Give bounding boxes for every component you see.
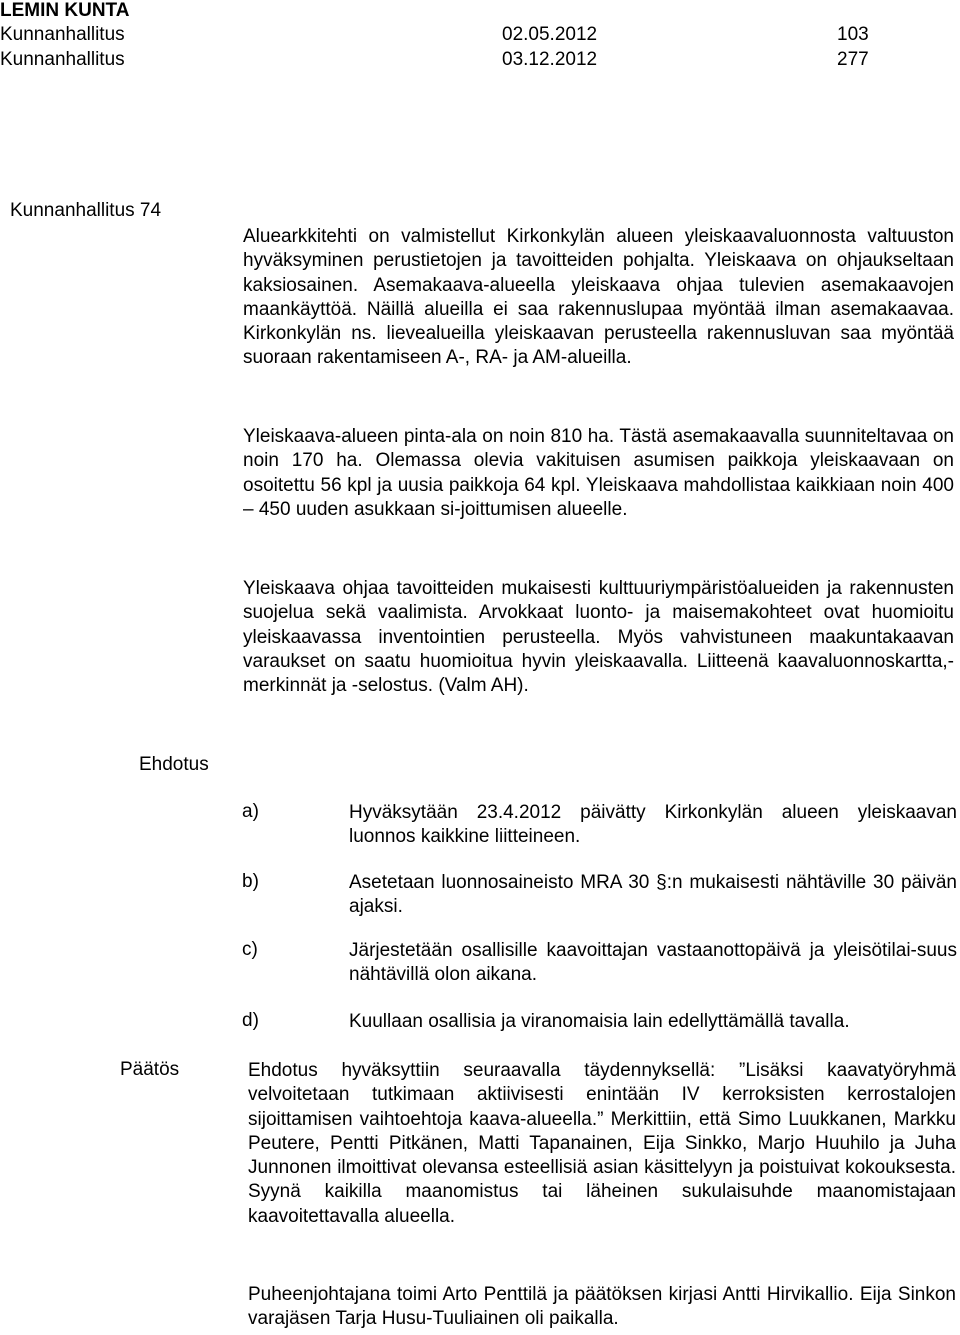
- decision-paragraph-1: Ehdotus hyväksyttiin seuraavalla täydennyksellä: ”Lisäksi kaavatyöryhmä velvoitetaan tutkimaan aktiivisesti enintään IV kerroksisten kerrostalojen sijoittamisen vaihtoehtoja kaava-alueella.” Merkittiin, että Simo Luukkanen, Markku Peutere, Pentti Pitkänen, Matti Tapanainen, Eija Sinkko, Marjo Huuhilo ja Juha Junnonen ilmoittivat olevansa esteellisiä asian käsittelyyn ja poistuivat kokouksesta. Syynä kaikilla maanomistus tai läheinen sukulaisuhde maanomistajaan kaavoitettavalla alueella.: [248, 1060, 956, 1227]
- decision-body: [248, 1059, 956, 1229]
- header-date-2: 03.12.2012: [502, 49, 598, 70]
- section-body: [243, 225, 954, 371]
- decision-label: Päätös: [120, 1059, 180, 1080]
- proposal-label: Ehdotus: [139, 754, 209, 775]
- proposal-item-text: Asetetaan luonnosaineisto MRA 30 §:n mukaisesti nähtäville 30 päivän ajaksi.: [349, 872, 957, 918]
- proposal-item-letter: a): [242, 801, 259, 822]
- header-date-1: 02.05.2012: [502, 24, 598, 45]
- section-paragraph-2: Yleiskaava-alueen pinta-ala on noin 810 ha. Tästä asemakaavalla suunniteltavaa on noin 170 ha. Olemassa olevia vakituisen asumisen paikkoja yleiskaavaan on osoitettu 56 kpl ja uusia paikkoja 64 kpl. Yleiskaava mahdollistaa kaikkiaan noin 400 – 450 uuden asukkaan si-joittumisen alueelle.: [243, 426, 954, 520]
- proposal-item-d: [0, 1010, 960, 1036]
- section-body-2: [243, 425, 954, 522]
- header-page-1: 103: [837, 24, 869, 45]
- proposal-item-text: Kuullaan osallisia ja viranomaisia lain edellyttämällä tavalla.: [349, 1011, 850, 1032]
- section-body-3: [243, 577, 954, 698]
- proposal-item-text: Järjestetään osallisille kaavoittajan vastaanottopäivä ja yleisötilai-suus nähtävillä olon aikana.: [349, 940, 957, 986]
- header-body-2: Kunnanhallitus: [0, 49, 125, 70]
- proposal-item-b: [0, 871, 960, 921]
- decision-body-2: [248, 1283, 956, 1332]
- proposal-item-text: Hyväksytään 23.4.2012 päivätty Kirkonkylän alueen yleiskaavan luonnos kaikkine liitteineen.: [349, 802, 957, 848]
- decision-paragraph-2: Puheenjohtajana toimi Arto Penttilä ja päätöksen kirjasi Antti Hirvikallio. Eija Sinkon varajäsen Tarja Husu-Tuuliainen oli paikalla.: [248, 1284, 956, 1330]
- proposal-item-a: [0, 801, 960, 851]
- proposal-item-c: [0, 939, 960, 989]
- proposal-item-letter: c): [242, 939, 258, 960]
- proposal-item-letter: d): [242, 1010, 259, 1031]
- section-title: Kunnanhallitus 74: [10, 200, 162, 221]
- section-paragraph-3: Yleiskaava ohjaa tavoitteiden mukaisesti kulttuuriympäristöalueiden ja rakennusten suojelua sekä vaalimista. Arvokkaat luonto- ja maisemakohteet ovat huomioitu yleiskaavassa inventointien perusteella. Myös vahvistuneen maakuntakaavan varaukset on saatu huomioitua hyvin yleiskaavalla. Liitteenä kaavaluonnoskartta,-merkinnät ja -selostus. (Valm AH).: [243, 578, 954, 697]
- organization-name: LEMIN KUNTA: [0, 0, 130, 21]
- header-page-2: 277: [837, 49, 869, 70]
- header-body-1: Kunnanhallitus: [0, 24, 125, 45]
- proposal-item-letter: b): [242, 871, 259, 892]
- section-paragraph-1: Aluearkkitehti on valmistellut Kirkonkylän alueen yleiskaavaluonnosta valtuuston hyväksyminen perustietojen ja tavoitteiden pohjalta. Yleiskaava on ohjaukseltaan kaksiosainen. Asemakaava-alueella yleiskaava ohjaa tulevien asemakaavojen maankäyttöä. Näillä alueilla ei saa rakennuslupaa myöntää ilman asemakaavaa. Kirkonkylän ns. lievealueilla yleiskaavan perusteella rakennusluvan saa myöntää suoraan rakentamiseen A-, RA- ja AM-alueilla.: [243, 226, 954, 369]
